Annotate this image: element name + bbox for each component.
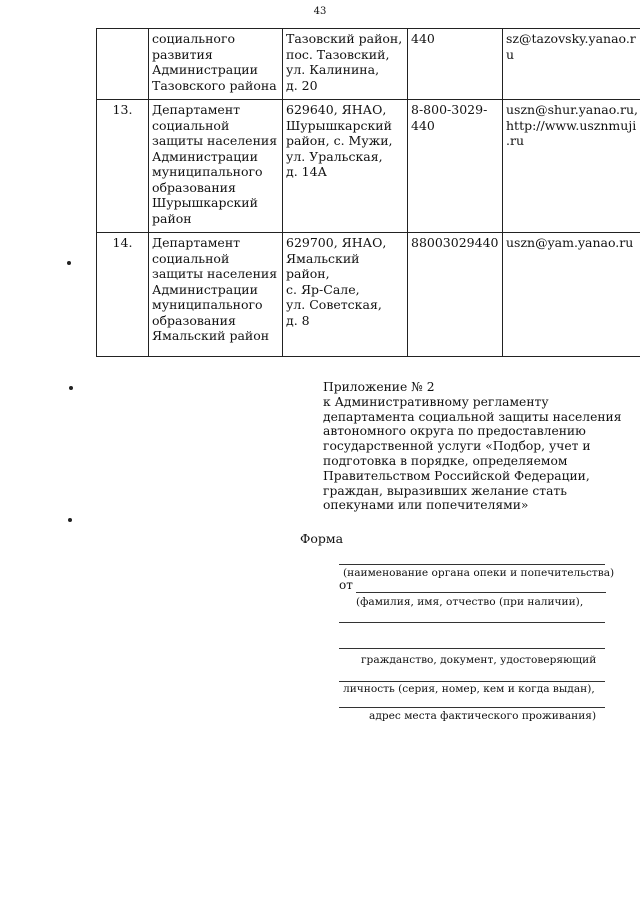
applicant-line-2[interactable]	[339, 622, 605, 623]
from-label: от	[339, 578, 353, 592]
fio-caption: (фамилия, имя, отчество (при наличии),	[356, 596, 584, 608]
org-phone: 88003029440	[408, 233, 503, 357]
page-number: 43	[313, 6, 327, 17]
org-email: uszn@yam.yanao.ru	[503, 233, 640, 357]
table-row	[97, 100, 640, 233]
address-line[interactable]	[339, 707, 605, 708]
identity-line[interactable]	[339, 681, 605, 682]
citizenship-caption: гражданство, документ, удостоверяющий	[361, 654, 597, 666]
scan-mark	[67, 261, 71, 265]
identity-caption: личность (серия, номер, кем и когда выдан),	[343, 683, 595, 695]
authority-caption: (наименование органа опеки и попечительства)	[343, 567, 615, 579]
address-caption: адрес места фактического проживания)	[369, 710, 597, 722]
org-address: 629700, ЯНАО, Ямальский район, с. Яр-Сале, ул. Советская, д. 8	[283, 233, 408, 357]
table-row	[97, 29, 640, 100]
citizenship-line[interactable]	[339, 648, 605, 649]
org-email: uszn@shur.yanao.ru, http://www.usznmuji .ru	[503, 100, 640, 233]
org-name: социального развития Администрации Тазовского района	[149, 29, 283, 100]
org-name: Департамент социальной защиты населения Администрации муниципального образования Шурышкарский район	[149, 100, 283, 233]
org-phone: 8-800-3029- 440	[408, 100, 503, 233]
org-name: Департамент социальной защиты населения Администрации муниципального образования Ямальский район	[149, 233, 283, 357]
authority-line[interactable]	[339, 564, 605, 565]
row-number	[97, 29, 149, 100]
org-phone: 440	[408, 29, 503, 100]
applicant-line[interactable]	[356, 592, 606, 593]
form-title: Форма	[300, 531, 344, 546]
organizations-table	[96, 28, 640, 357]
appendix-header: Приложение № 2 к Административному регламенту департамента социальной защиты населения автономного округа по предоставлению государственной услуги «Подбор, учет и подготовка в порядке, определяемом Правительством Российской Федерации, граждан, выразивших желание стать опекунами или попечителями»	[323, 380, 622, 513]
org-address: 629640, ЯНАО, Шурышкарский район, с. Мужи, ул. Уральская, д. 14А	[283, 100, 408, 233]
row-number: 13.	[97, 100, 149, 233]
scan-mark	[68, 518, 72, 522]
scan-mark	[69, 386, 73, 390]
row-number: 14.	[97, 233, 149, 357]
org-address: Тазовский район, пос. Тазовский, ул. Калинина, д. 20	[283, 29, 408, 100]
table-row	[97, 233, 640, 357]
org-email: sz@tazovsky.yanao.r u	[503, 29, 640, 100]
